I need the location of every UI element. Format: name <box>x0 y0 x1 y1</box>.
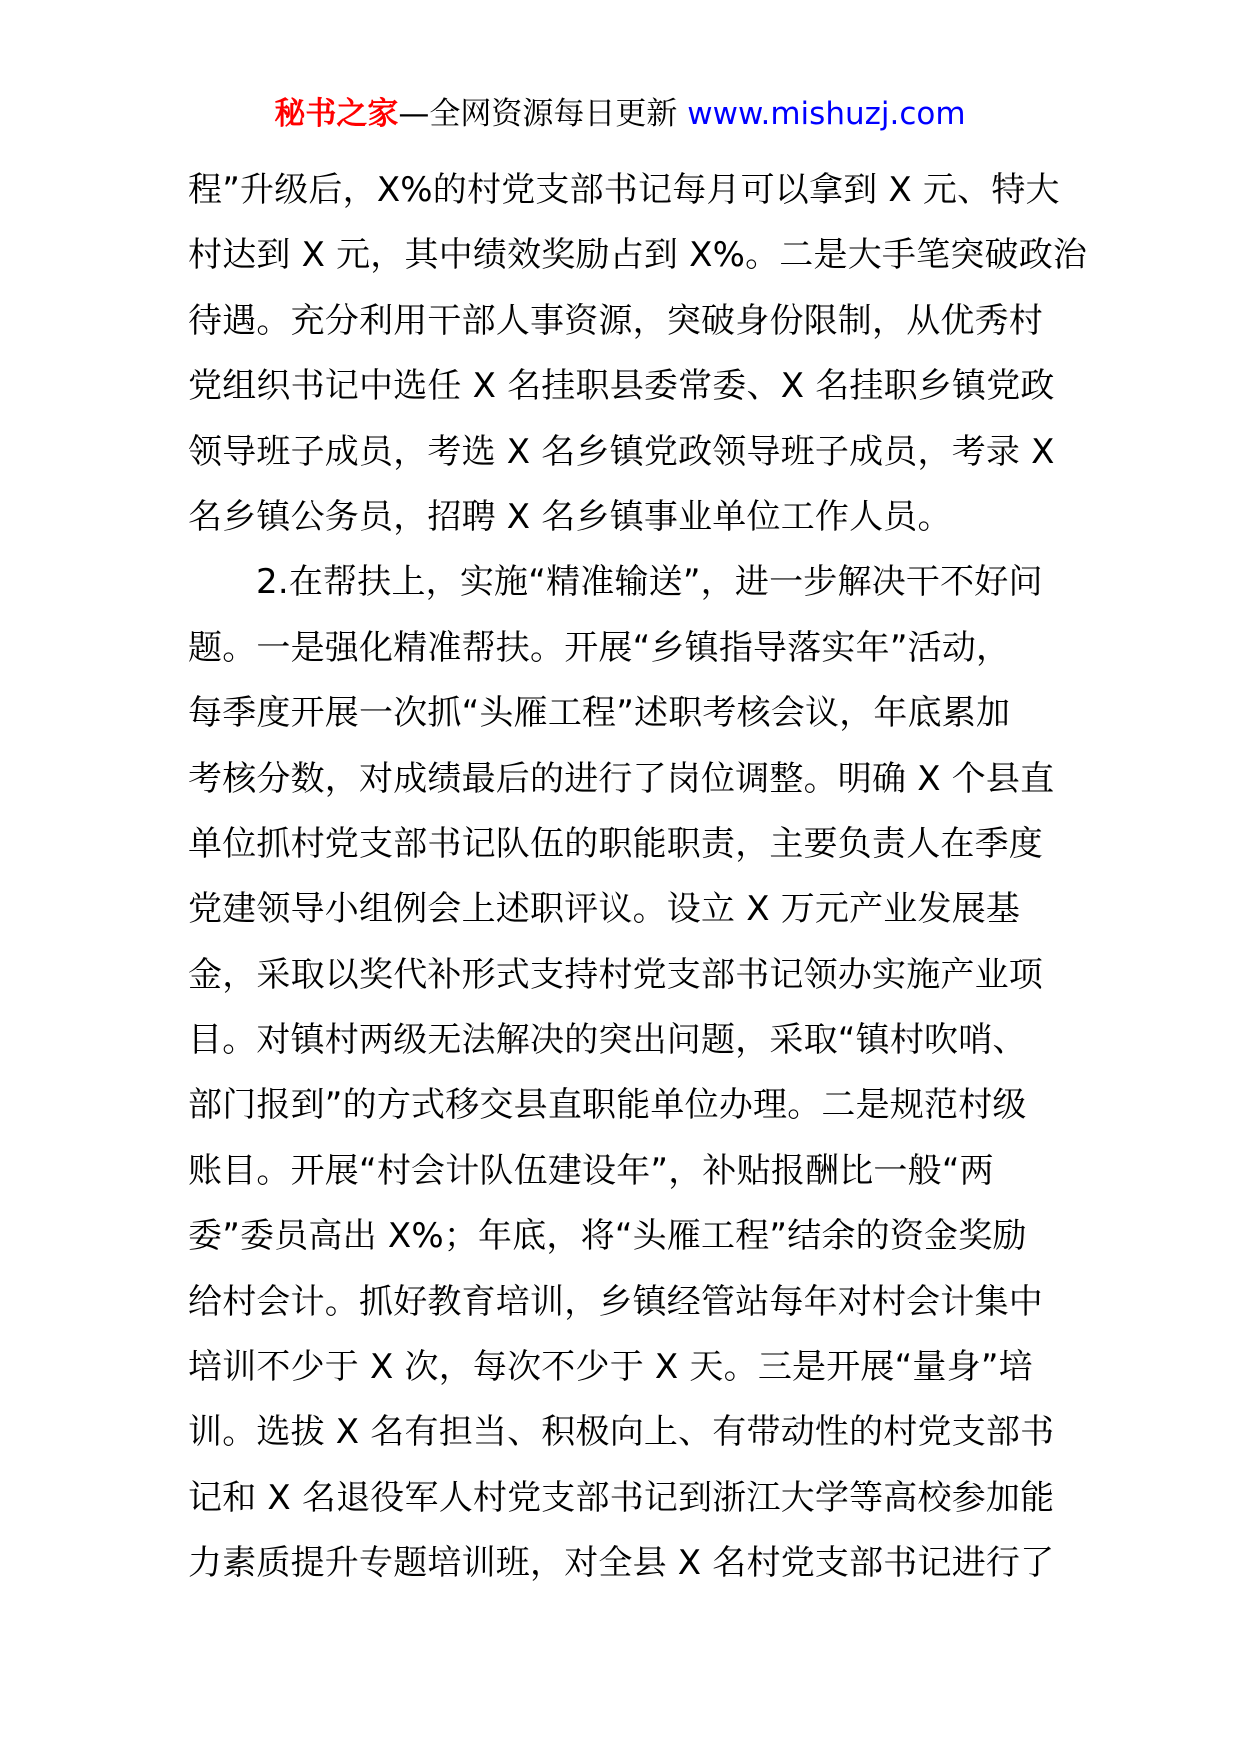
text-line: 给村会计。抓好教育培训，乡镇经管站每年对村会计集中 <box>188 1281 1043 1322</box>
text-line: 程”升级后，X%的村党支部书记每月可以拿到 X 元、特大 <box>188 170 1060 210</box>
text-line: 力素质提升专题培训班，对全县 X 名村党支部书记进行了 <box>188 1543 1055 1584</box>
brand-name: 秘书之家 <box>274 96 399 132</box>
text-line: 委”委员高出 X%；年底，将“头雁工程”结余的资金奖励 <box>188 1216 1027 1257</box>
text-line: 目。对镇村两级无法解决的突出问题，采取“镇村吹哨、 <box>188 1020 1027 1061</box>
text-line: 培训不少于 X 次，每次不少于 X 天。三是开展“量身”培 <box>188 1347 1033 1388</box>
document-body <box>188 158 1088 1597</box>
header-slogan: —全网资源每日更新 <box>398 96 678 132</box>
text-line: 金，采取以奖代补形式支持村党支部书记领办实施产业项 <box>188 954 1043 995</box>
site-url-link[interactable]: www.mishuzj.com <box>687 96 966 132</box>
text-line: 账目。开展“村会计队伍建设年”，补贴报酬比一般“两 <box>188 1150 994 1191</box>
text-line: 考核分数，对成绩最后的进行了岗位调整。明确 X 个县直 <box>188 758 1055 799</box>
text-line: 名乡镇公务员，招聘 X 名乡镇事业单位工作人员。 <box>188 496 952 537</box>
text-line: 领导班子成员，考选 X 名乡镇党政领导班子成员，考录 X <box>188 431 1055 472</box>
text-line: 单位抓村党支部书记队伍的职能职责，主要负责人在季度 <box>188 823 1043 864</box>
text-line: 待遇。充分利用干部人事资源，突破身份限制，从优秀村 <box>188 300 1043 341</box>
text-line: 村达到 X 元，其中绩效奖励占到 X%。二是大手笔突破政治 <box>188 235 1088 276</box>
text-line: 记和 X 名退役军人村党支部书记到浙江大学等高校参加能 <box>188 1477 1055 1518</box>
text-line: 训。选拔 X 名有担当、积极向上、有带动性的村党支部书 <box>188 1412 1055 1453</box>
text-line: 题。一是强化精准帮扶。开展“乡镇指导落实年”活动， <box>188 627 1011 668</box>
text-line: 每季度开展一次抓“头雁工程”述职考核会议，年底累加 <box>188 693 1011 734</box>
text-line: 党组织书记中选任 X 名挂职县委常委、X 名挂职乡镇党政 <box>188 366 1055 407</box>
text-line: 2.在帮扶上，实施“精准输送”，进一步解决干不好问 <box>256 562 1043 603</box>
text-line: 党建领导小组例会上述职评议。设立 X 万元产业发展基 <box>188 889 1021 930</box>
page-header <box>0 92 1240 136</box>
text-line: 部门报到”的方式移交县直职能单位办理。二是规范村级 <box>188 1085 1027 1126</box>
